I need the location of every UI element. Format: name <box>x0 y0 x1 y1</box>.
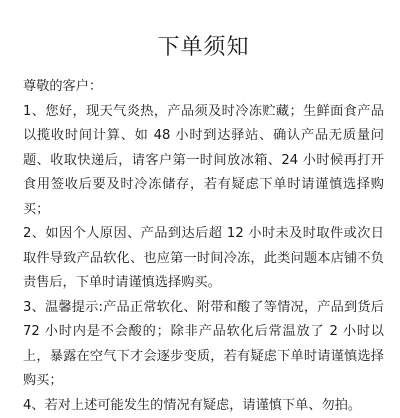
notice-paragraph-4: 4、若对上述可能发生的情况有疑虑，请谨慎下单、勿拍。 <box>23 394 384 418</box>
notice-paragraph-3: 3、温馨提示:产品正常软化、附带和酸了等情况，产品到货后 72 小时内是不会酸的；除非产品软化后常温放了 2 小时以上，暴露在空气下才会逐步变质，若有疑虑下单时请谨慎选择购买； <box>23 296 384 394</box>
greeting-text: 尊敬的客户： <box>23 75 384 100</box>
notice-title: 下单须知 <box>23 34 384 62</box>
notice-paragraph-2: 2、如因个人原因、产品到达后超 12 小时未及时取件或次日取件导致产品软化、也应第一时间冷冻，此类问题本店铺不负责售后，下单时请谨慎选择购买。 <box>23 222 384 296</box>
notice-paragraph-1: 1、您好，现天气炎热，产品须及时冷冻贮藏；生鲜面食产品以揽收时间计算、如 48 小时到达驿站、确认产品无质量问题、收取快递后，请客户第一时间放冰箱、24 小时候再打开食用签收后要及时冷冻储存，若有疑虑下单时请谨慎选择购买； <box>23 100 384 223</box>
